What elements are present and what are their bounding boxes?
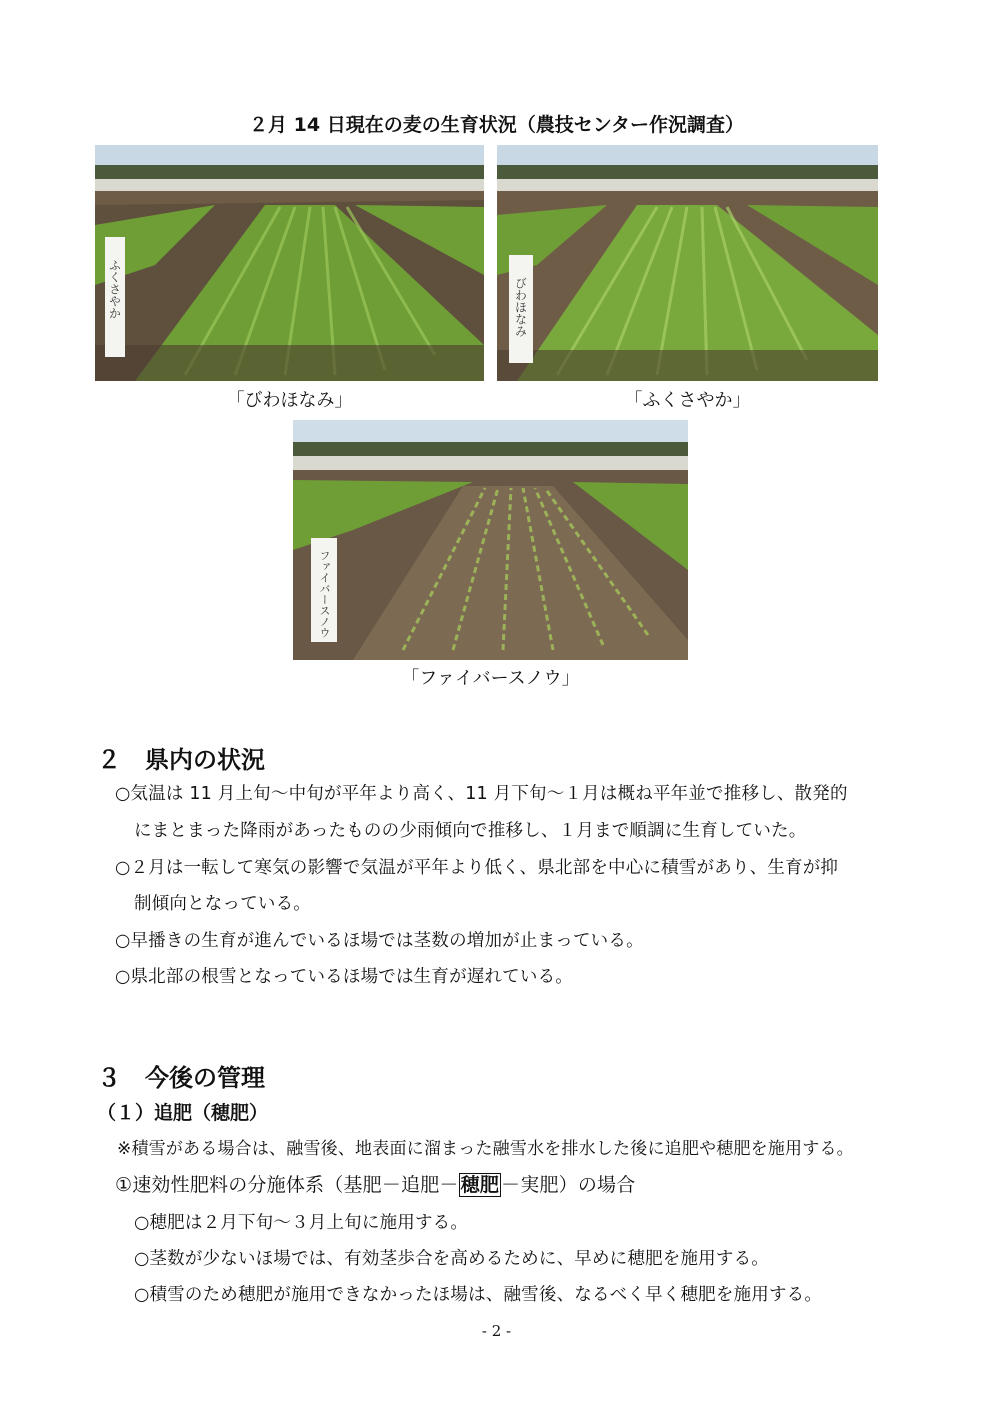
section-heading-prefecture-status: ２ 県内の状況 [97,746,265,774]
item-prefix: ①速効性肥料の分施体系（基肥－追肥－ [115,1174,459,1196]
paragraph-line: にまとまった降雨があったものの少雨傾向で推移し、１月まで順調に生育していた。 [134,821,807,841]
paragraph-line: ○早播きの生育が進んでいるほ場では茎数の増加が止まっている。 [115,931,644,951]
photo-section-title: ２月 14 日現在の麦の生育状況（農技センター作況調査） [249,114,744,136]
field-stake [509,255,533,363]
photo-caption-3: 「ファイバースノウ」 [401,668,580,689]
paragraph-line: ○県北部の根雪となっているほ場では生育が遅れている。 [115,967,573,987]
bullet-line: ○積雪のため穂肥が施用できなかったほ場は、融雪後、なるべく早く穂肥を施用する。 [134,1285,823,1305]
subheading-topdressing: （１）追肥（穂肥） [97,1102,269,1124]
bullet-line: ○茎数が少ないほ場では、有効茎歩合を高めるために、早めに穂肥を施用する。 [134,1249,769,1269]
photo-caption-2: 「ふくさやか」 [624,390,751,411]
field-photo-1 [95,145,484,381]
stake-label: ファイバースノウ [318,550,331,638]
page-number: - 2 - [481,1322,512,1340]
stake-label: びわほなみ [513,277,528,337]
item-suffix: －実肥）の場合 [501,1174,636,1196]
field-photo-3 [293,420,688,660]
paragraph-line: ○２月は一転して寒気の影響で気温が平年より低く、県北部を中心に積雪があり、生育が抑 [115,858,839,878]
paragraph-line: ○気温は 11 月上旬～中旬が平年より高く、11 月下旬～１月は概ね平年並で推移し、散発的 [115,784,848,804]
stake-label: ふくさやか [107,259,122,319]
snow-note: ※積雪がある場合は、融雪後、地表面に溜まった融雪水を排水した後に追肥や穂肥を施用する。 [117,1139,854,1159]
field-stake [105,237,125,357]
bullet-line: ○穂肥は２月下旬～３月上旬に施用する。 [134,1213,469,1233]
boxed-term: 穂肥 [460,1174,500,1196]
item-quick-fertilizer [115,1170,635,1197]
photo-caption-1: 「びわほなみ」 [226,390,353,411]
field-stake [311,538,337,642]
paragraph-line: 制傾向となっている。 [134,894,311,914]
section-heading-future-management: ３ 今後の管理 [97,1064,265,1092]
field-photo-2 [497,145,878,381]
